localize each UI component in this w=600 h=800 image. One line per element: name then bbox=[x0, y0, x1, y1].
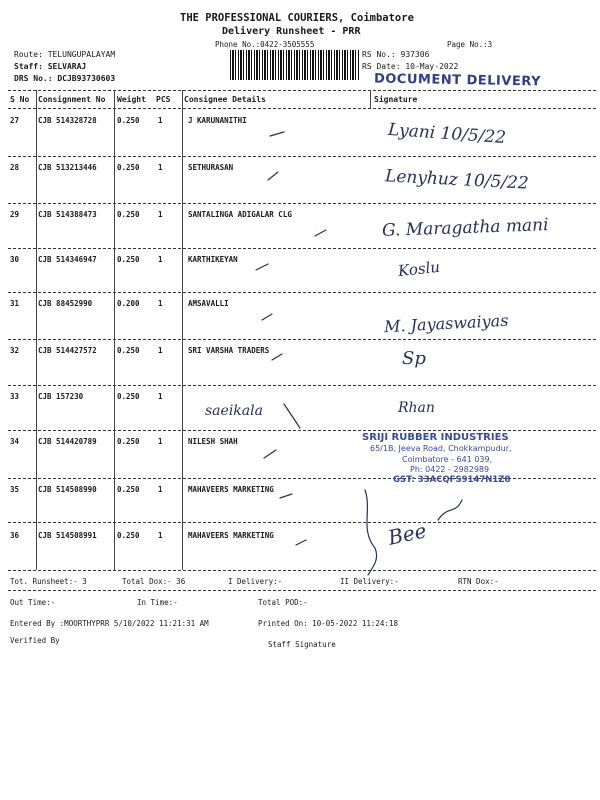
out-time: Out Time:- bbox=[10, 598, 56, 607]
row-pcs: 1 bbox=[158, 346, 163, 355]
row-pcs: 1 bbox=[158, 531, 163, 540]
row-consignment: CJB 88452990 bbox=[38, 299, 93, 308]
company-name: THE PROFESSIONAL COURIERS, Coimbatore bbox=[180, 12, 414, 24]
row-weight: 0.250 bbox=[117, 485, 140, 494]
ii-delivery: II Delivery:- bbox=[340, 577, 399, 586]
staff-signature: Staff Signature bbox=[268, 640, 336, 649]
row-consignment: CJB 513213446 bbox=[38, 163, 97, 172]
row-pcs: 1 bbox=[158, 437, 163, 446]
row-consignee: SRI VARSHA TRADERS bbox=[188, 346, 270, 355]
tot-runsheet: Tot. Runsheet:- 3 bbox=[10, 577, 87, 586]
drs-number: DRS No.: DCJB93730603 bbox=[14, 74, 116, 83]
tick-mark bbox=[315, 230, 326, 236]
row-sno: 27 bbox=[10, 116, 20, 125]
row-weight: 0.250 bbox=[117, 437, 140, 446]
row-consignment: CJB 514508991 bbox=[38, 531, 97, 540]
col-header-consignee: Consignee Details bbox=[184, 95, 266, 104]
col-header-consignment: Consignment No bbox=[38, 95, 106, 104]
phone-number: Phone No.:0422-3505555 bbox=[215, 40, 315, 49]
seal-gst: GST: 33ACQFS9147N1Z8 bbox=[393, 475, 511, 485]
row-weight: 0.250 bbox=[117, 255, 140, 264]
tick-mark bbox=[284, 404, 300, 428]
signature-stroke bbox=[365, 490, 377, 575]
row-consignee: NILESH SHAH bbox=[188, 437, 238, 446]
col-header-weight: Weight bbox=[117, 95, 146, 104]
tick-mark bbox=[264, 450, 276, 458]
staff-name: Staff: SELVARAJ bbox=[14, 62, 87, 71]
tick-mark bbox=[256, 264, 268, 270]
row-consignment: CJB 514427572 bbox=[38, 346, 97, 355]
row-sno: 32 bbox=[10, 346, 20, 355]
seal-company-name: SRIJI RUBBER INDUSTRIES bbox=[362, 432, 509, 443]
tick-mark bbox=[270, 132, 284, 136]
row-consignment: CJB 514420789 bbox=[38, 437, 97, 446]
row-weight: 0.200 bbox=[117, 299, 140, 308]
col-header-signature: Signature bbox=[374, 95, 418, 104]
row-consignment: CJB 514328728 bbox=[38, 116, 97, 125]
row-sno: 30 bbox=[10, 255, 20, 264]
row-consignee: KARTHIKEYAN bbox=[188, 255, 238, 264]
row-pcs: 1 bbox=[158, 299, 163, 308]
tick-mark bbox=[272, 354, 282, 360]
row-signature: Sp bbox=[402, 348, 426, 369]
row-consignment: CJB 514346947 bbox=[38, 255, 97, 264]
rtn-dox: RTN Dox:- bbox=[458, 577, 499, 586]
row-pcs: 1 bbox=[158, 255, 163, 264]
col-header-sno: S No bbox=[10, 95, 30, 104]
row-consignee: AMSAVALLI bbox=[188, 299, 229, 308]
row-pcs: 1 bbox=[158, 485, 163, 494]
row-consignee: MAHAVEERS MARKETING bbox=[188, 531, 274, 540]
row-weight: 0.250 bbox=[117, 116, 140, 125]
row-signature: M. Jayaswaiyas bbox=[383, 310, 509, 337]
row-signature: Bee bbox=[385, 518, 429, 550]
row-consignment: CJB 514388473 bbox=[38, 210, 97, 219]
row-signature: Lenyhuz 10/5/22 bbox=[384, 166, 530, 194]
row-sno: 36 bbox=[10, 531, 20, 540]
row-weight: 0.250 bbox=[117, 346, 140, 355]
row-consignment: CJB 157230 bbox=[38, 392, 84, 401]
row-sno: 29 bbox=[10, 210, 20, 219]
page-number: Page No.:3 bbox=[447, 40, 493, 49]
col-header-pcs: PCS bbox=[156, 95, 171, 104]
row-weight: 0.250 bbox=[117, 210, 140, 219]
verified-by: Verified By bbox=[10, 636, 60, 645]
signature-stroke bbox=[438, 500, 462, 520]
rs-number: RS No.: 937306 bbox=[362, 50, 430, 59]
total-dox: Total Dox:- 36 bbox=[122, 577, 186, 586]
entered-by: Entered By :MOORTHYPRR 5/10/2022 11:21:31 AM bbox=[10, 619, 209, 628]
row-sno: 31 bbox=[10, 299, 20, 308]
handwritten-note: saeikala bbox=[205, 403, 263, 419]
row-consignment: CJB 514508990 bbox=[38, 485, 97, 494]
row-signature: Rhan bbox=[398, 400, 435, 416]
footer-rule bbox=[8, 590, 596, 591]
row-sno: 35 bbox=[10, 485, 20, 494]
row-signature: Lyani 10/5/22 bbox=[387, 119, 507, 149]
tick-mark bbox=[296, 540, 306, 545]
row-sno: 33 bbox=[10, 392, 20, 401]
row-sno: 34 bbox=[10, 437, 20, 446]
route: Route: TELUNGUPALAYAM bbox=[14, 50, 116, 59]
seal-address-line2: Coimbatore - 641 039, bbox=[402, 455, 493, 464]
in-time: In Time:- bbox=[137, 598, 178, 607]
row-signature: Koslu bbox=[397, 257, 441, 281]
total-pod: Total POD:- bbox=[258, 598, 308, 607]
row-consignee: SETHURASAN bbox=[188, 163, 234, 172]
row-weight: 0.250 bbox=[117, 531, 140, 540]
row-pcs: 1 bbox=[158, 392, 163, 401]
row-consignee: SANTALINGA ADIGALAR CLG bbox=[188, 210, 292, 219]
row-consignee: J KARUNANITHI bbox=[188, 116, 247, 125]
row-weight: 0.250 bbox=[117, 392, 140, 401]
row-pcs: 1 bbox=[158, 210, 163, 219]
doc-title: Delivery Runsheet - PRR bbox=[222, 26, 361, 37]
tick-mark bbox=[280, 494, 292, 498]
tick-mark bbox=[262, 314, 272, 320]
document-delivery-stamp: DOCUMENT DELIVERY bbox=[373, 71, 542, 90]
printed-on: Printed On: 10-05-2022 11:24:18 bbox=[258, 619, 398, 628]
tick-mark bbox=[268, 172, 278, 180]
seal-address-line1: 65/1B, Jeeva Road, Chokkampudur, bbox=[370, 444, 512, 453]
row-signature: G. Maragatha mani bbox=[381, 215, 549, 241]
row-weight: 0.250 bbox=[117, 163, 140, 172]
i-delivery: I Delivery:- bbox=[228, 577, 283, 586]
row-pcs: 1 bbox=[158, 163, 163, 172]
seal-phone: Ph: 0422 - 2982989 bbox=[410, 465, 490, 474]
row-sno: 28 bbox=[10, 163, 20, 172]
row-pcs: 1 bbox=[158, 116, 163, 125]
rs-date: RS Date: 10-May-2022 bbox=[362, 62, 459, 71]
row-consignee: MAHAVEERS MARKETING bbox=[188, 485, 274, 494]
